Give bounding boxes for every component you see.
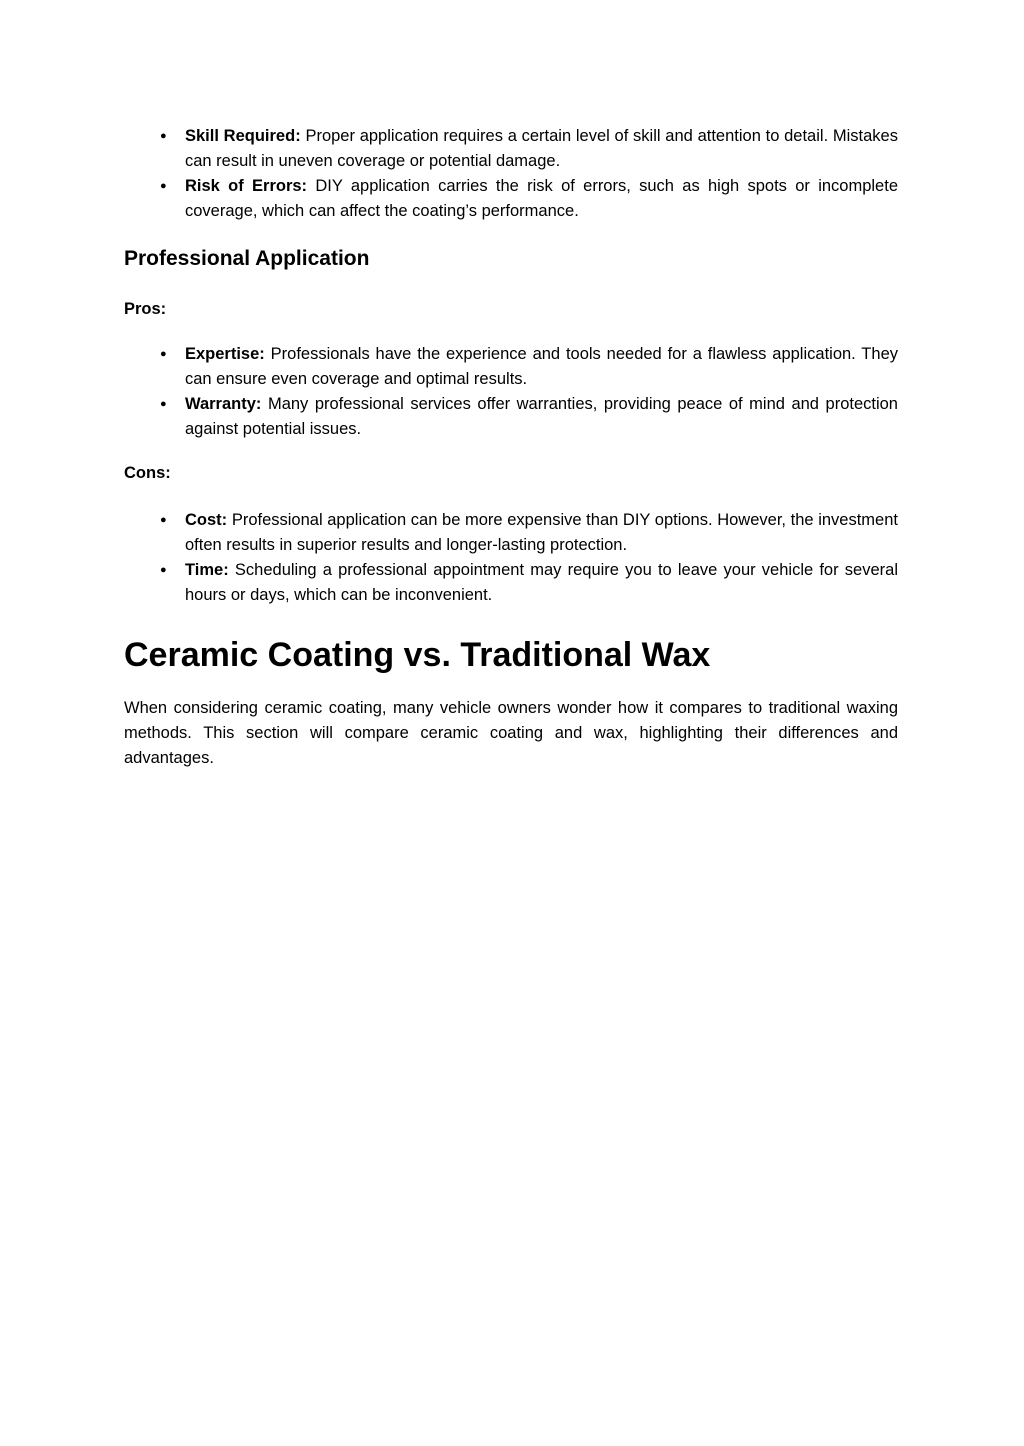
professional-pros-list bbox=[124, 342, 898, 442]
cons-label: Cons: bbox=[124, 464, 171, 482]
professional-cons-list bbox=[124, 508, 898, 608]
list-item bbox=[160, 392, 898, 442]
list-item-text: Proper application requires a certain level of skill and attention to detail. Mistakes can result in uneven coverage or potential damage. bbox=[185, 127, 898, 170]
list-item bbox=[160, 124, 898, 174]
list-item bbox=[160, 558, 898, 608]
list-item-lead: Expertise: bbox=[185, 345, 265, 363]
list-item-text: Many professional services offer warranties, providing peace of mind and protection against potential issues. bbox=[185, 395, 898, 438]
list-item-lead: Time: bbox=[185, 561, 229, 579]
bullet-icon: ● bbox=[160, 348, 167, 360]
list-item bbox=[160, 174, 898, 224]
section-heading-professional-application: Professional Application bbox=[124, 247, 370, 270]
bullet-icon: ● bbox=[160, 564, 167, 576]
list-item-text: Scheduling a professional appointment may require you to leave your vehicle for several hours or days, which can be inconvenient. bbox=[185, 561, 898, 604]
bullet-icon: ● bbox=[160, 180, 167, 192]
list-item bbox=[160, 508, 898, 558]
list-item-lead: Skill Required: bbox=[185, 127, 301, 145]
bullet-icon: ● bbox=[160, 130, 167, 142]
list-item-lead: Warranty: bbox=[185, 395, 262, 413]
list-item-lead: Cost: bbox=[185, 511, 228, 529]
pros-label: Pros: bbox=[124, 300, 167, 318]
list-item-text: Professional application can be more expensive than DIY options. However, the investment often results in superior results and longer-lasting protection. bbox=[185, 511, 898, 554]
intro-paragraph: When considering ceramic coating, many vehicle owners wonder how it compares to traditional waxing methods. This section will compare ceramic coating and wax, highlighting their differences and advantages. bbox=[124, 699, 898, 767]
section-heading-ceramic-vs-wax: Ceramic Coating vs. Traditional Wax bbox=[124, 636, 711, 674]
bullet-icon: ● bbox=[160, 514, 167, 526]
list-item-text: DIY application carries the risk of errors, such as high spots or incomplete coverage, which can affect the coating’s performance. bbox=[185, 177, 898, 220]
diy-cons-list bbox=[124, 124, 898, 224]
list-item-text: Professionals have the experience and tools needed for a flawless application. They can ensure even coverage and optimal results. bbox=[185, 345, 898, 388]
list-item-lead: Risk of Errors: bbox=[185, 177, 308, 195]
bullet-icon: ● bbox=[160, 398, 167, 410]
list-item bbox=[160, 342, 898, 392]
